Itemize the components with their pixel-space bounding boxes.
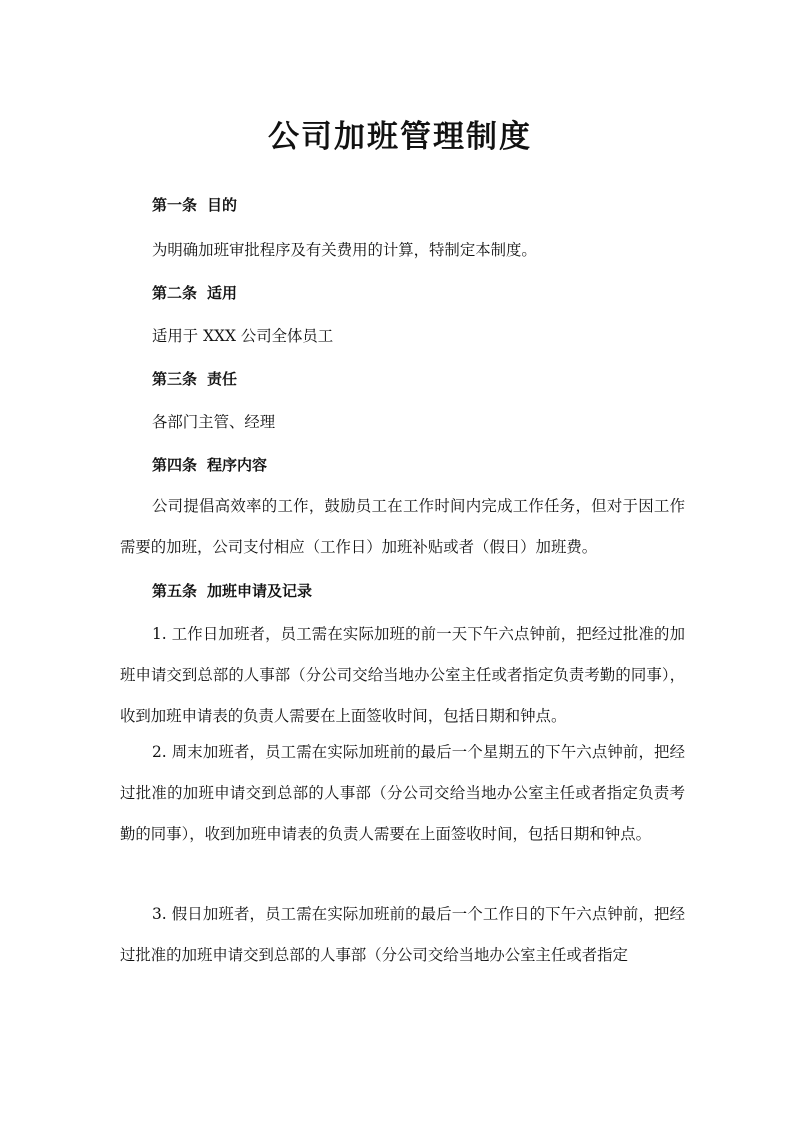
section-number: 第二条: [152, 284, 198, 302]
section-title: 适用: [207, 284, 238, 302]
document-title: 公司加班管理制度: [268, 119, 532, 155]
section-title: 程序内容: [207, 456, 268, 474]
section-heading-3: [152, 366, 237, 392]
section-heading-2: [152, 280, 237, 306]
section-paragraph: 为明确加班审批程序及有关费用的计算，特制定本制度。: [152, 241, 537, 259]
section-heading-1: [152, 192, 237, 218]
section-paragraph: 适用于 XXX 公司全体员工: [152, 327, 334, 345]
section-title: 加班申请及记录: [207, 582, 313, 600]
section-number: 第一条: [152, 196, 198, 214]
section-paragraph: 2. 周末加班者，员工需在实际加班前的最后一个星期五的下午六点钟前，把经过批准的加班申请交到总部的人事部（分公司交给当地办公室主任或者指定负责考勤的同事），收到加班申请表的负责人需要在上面签收时间，包括日期和钟点。: [120, 743, 685, 843]
section-title: 责任: [207, 370, 238, 388]
section-paragraph: 公司提倡高效率的工作，鼓励员工在工作时间内完成工作任务，但对于因工作需要的加班，公司支付相应（工作日）加班补贴或者（假日）加班费。: [120, 497, 685, 556]
section-paragraph: 1. 工作日加班者，员工需在实际加班的前一天下午六点钟前，把经过批准的加班申请交到总部的人事部（分公司交给当地办公室主任或者指定负责考勤的同事），收到加班申请表的负责人需要在上面签收时间，包括日期和钟点。: [120, 625, 685, 725]
section-title: 目的: [207, 196, 238, 214]
section-paragraph: 3. 假日加班者，员工需在实际加班前的最后一个工作日的下午六点钟前，把经过批准的加班申请交到总部的人事部（分公司交给当地办公室主任或者指定: [120, 905, 685, 964]
section-number: 第五条: [152, 582, 198, 600]
section-number: 第四条: [152, 456, 198, 474]
section-heading-4: [152, 452, 267, 478]
section-heading-5: [152, 578, 312, 604]
section-number: 第三条: [152, 370, 198, 388]
section-paragraph: 各部门主管、经理: [152, 413, 276, 431]
